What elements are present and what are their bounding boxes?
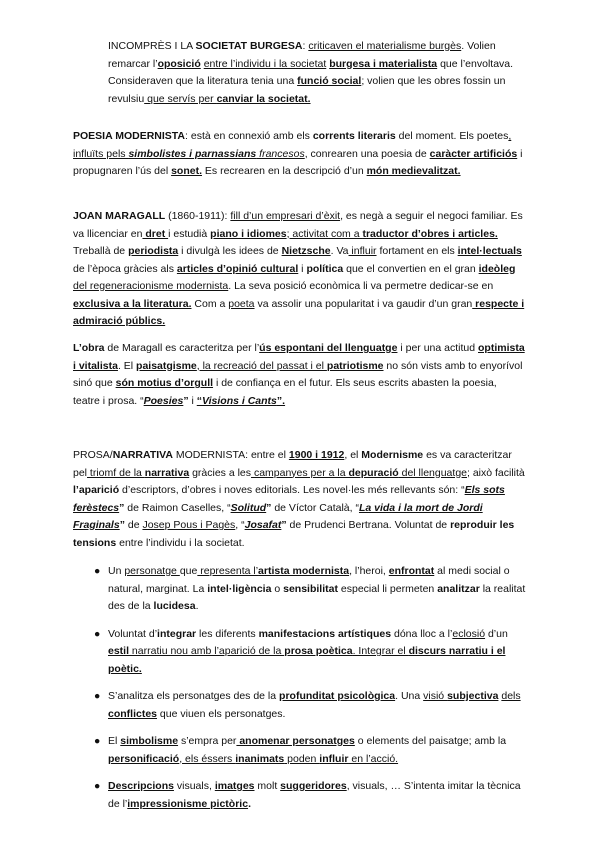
bullet-text: S’analitza els personatges des de la profunditat psicològica. Una visió subjectiva dels conflictes que viuen els personatges. — [108, 690, 521, 720]
prosa-modernista-paragraph — [73, 447, 525, 552]
bullet-dot-icon: ● — [94, 735, 101, 747]
bullet-dot-icon: ● — [94, 690, 101, 702]
bullet-item — [90, 688, 526, 723]
bullet-text: Voluntat d’integrar les diferents manifestacions artístiques dóna lloc a l’eclosió d’un estil narratiu nou amb l’aparició de la prosa poètica. Integrar el discurs narratiu i el poètic. — [108, 627, 508, 675]
intro-text: INCOMPRÈS I LA SOCIETAT BURGESA: criticaven el materialisme burgès. Volien remarcar l’oposició entre l’individu i la societat burgesa i materialista que l’envoltava. Consideraven que la literatura tenia una funció social; volien que les obres fossin un revulsiu que servís per canviar la societat. — [108, 40, 514, 105]
joan-maragall-paragraph — [73, 208, 525, 331]
bullet-dot-icon: ● — [94, 780, 101, 792]
bullet-item — [90, 778, 526, 813]
bullet-item — [90, 563, 526, 616]
bullet-text: Un personatge que representa l’artista modernista, l’heroi, enfrontat al medi social o natural, marginat. La intel·ligència o sensibilitat especial li permeten analitzar la realitat des de la lucidesa. — [108, 565, 526, 612]
intro-paragraph — [108, 38, 528, 108]
bullet-text: El simbolisme s’empra per anomenar personatges o elements del paisatge; amb la personificació, els éssers inanimats poden influir en l’acció. — [108, 735, 507, 765]
bullet-item — [90, 733, 526, 768]
bullet-text: Descripcions visuals, imatges molt suggeridores, visuals, … S’intenta imitar la tècnica de l’impressionisme pictòric. — [108, 780, 521, 810]
obra-maragall-paragraph — [73, 340, 525, 410]
bullet-dot-icon: ● — [94, 627, 101, 640]
bullet-item — [90, 626, 526, 679]
prosa-text: PROSA/NARRATIVA MODERNISTA: entre el 1900 i 1912, el Modernisme es va caracteritzar pel triomf de la narrativa gràcies a les campanyes per a la depuració del llenguatge; això facilità l’aparició d’escriptors, d’obres i noves editorials. Les novel·les més rellevants són: “Els sots ferèstecs” de Raimon Caselles, “Solitud” de Víctor Català, “La vida i la mort de Jordi Fraginals” de Josep Pous i Pagès, “Josafat” de Prudenci Bertrana. Voluntat de reproduir les tensions entre l’individu i la societat. — [73, 449, 525, 549]
poesia-modernista-paragraph — [73, 128, 525, 181]
maragall-text: JOAN MARAGALL (1860-1911): fill d’un empresari d’èxit, es negà a seguir el negoci familiar. Es va llicenciar en dret i estudià piano i idiomes; activitat com a traductor d’obres i articles. Treballà de periodista i divulgà les idees de Nietzsche. Va influir fortament en els intel·lectuals de l’època gràcies als articles d’opinió cultural i política que el convertien en el gran ideòleg del regeneracionisme modernista. La seva posició econòmica li va permetre dedicar-se en exclusiva a la literatura. Com a poeta va assolir una popularitat i va gaudir d’un gran respecte i admiració públics. — [73, 210, 525, 327]
obra-text: L’obra de Maragall es caracteritza per l’ús espontani del llenguatge i per una actitud optimista i vitalista. El paisatgisme, la recreació del passat i el patriotisme no són vists amb to enyorívol sinó que són motius d’orgull i de confiança en el futur. Els seus escrits abasten la poesia, teatre i prosa. “Poesies” i “Visions i Cants”. — [73, 342, 525, 407]
narrativa-bullet-list — [90, 563, 526, 813]
bullet-dot-icon: ● — [94, 565, 101, 577]
poesia-text: POESIA MODERNISTA: està en connexió amb els corrents literaris del moment. Els poetes, influïts pels simbolistes i parnassians francesos, conrearen una poesia de caràcter artificiós i propugnaren l’ús del sonet. Es recrearen en la descripció d’un món medievalitzat. — [73, 130, 523, 177]
